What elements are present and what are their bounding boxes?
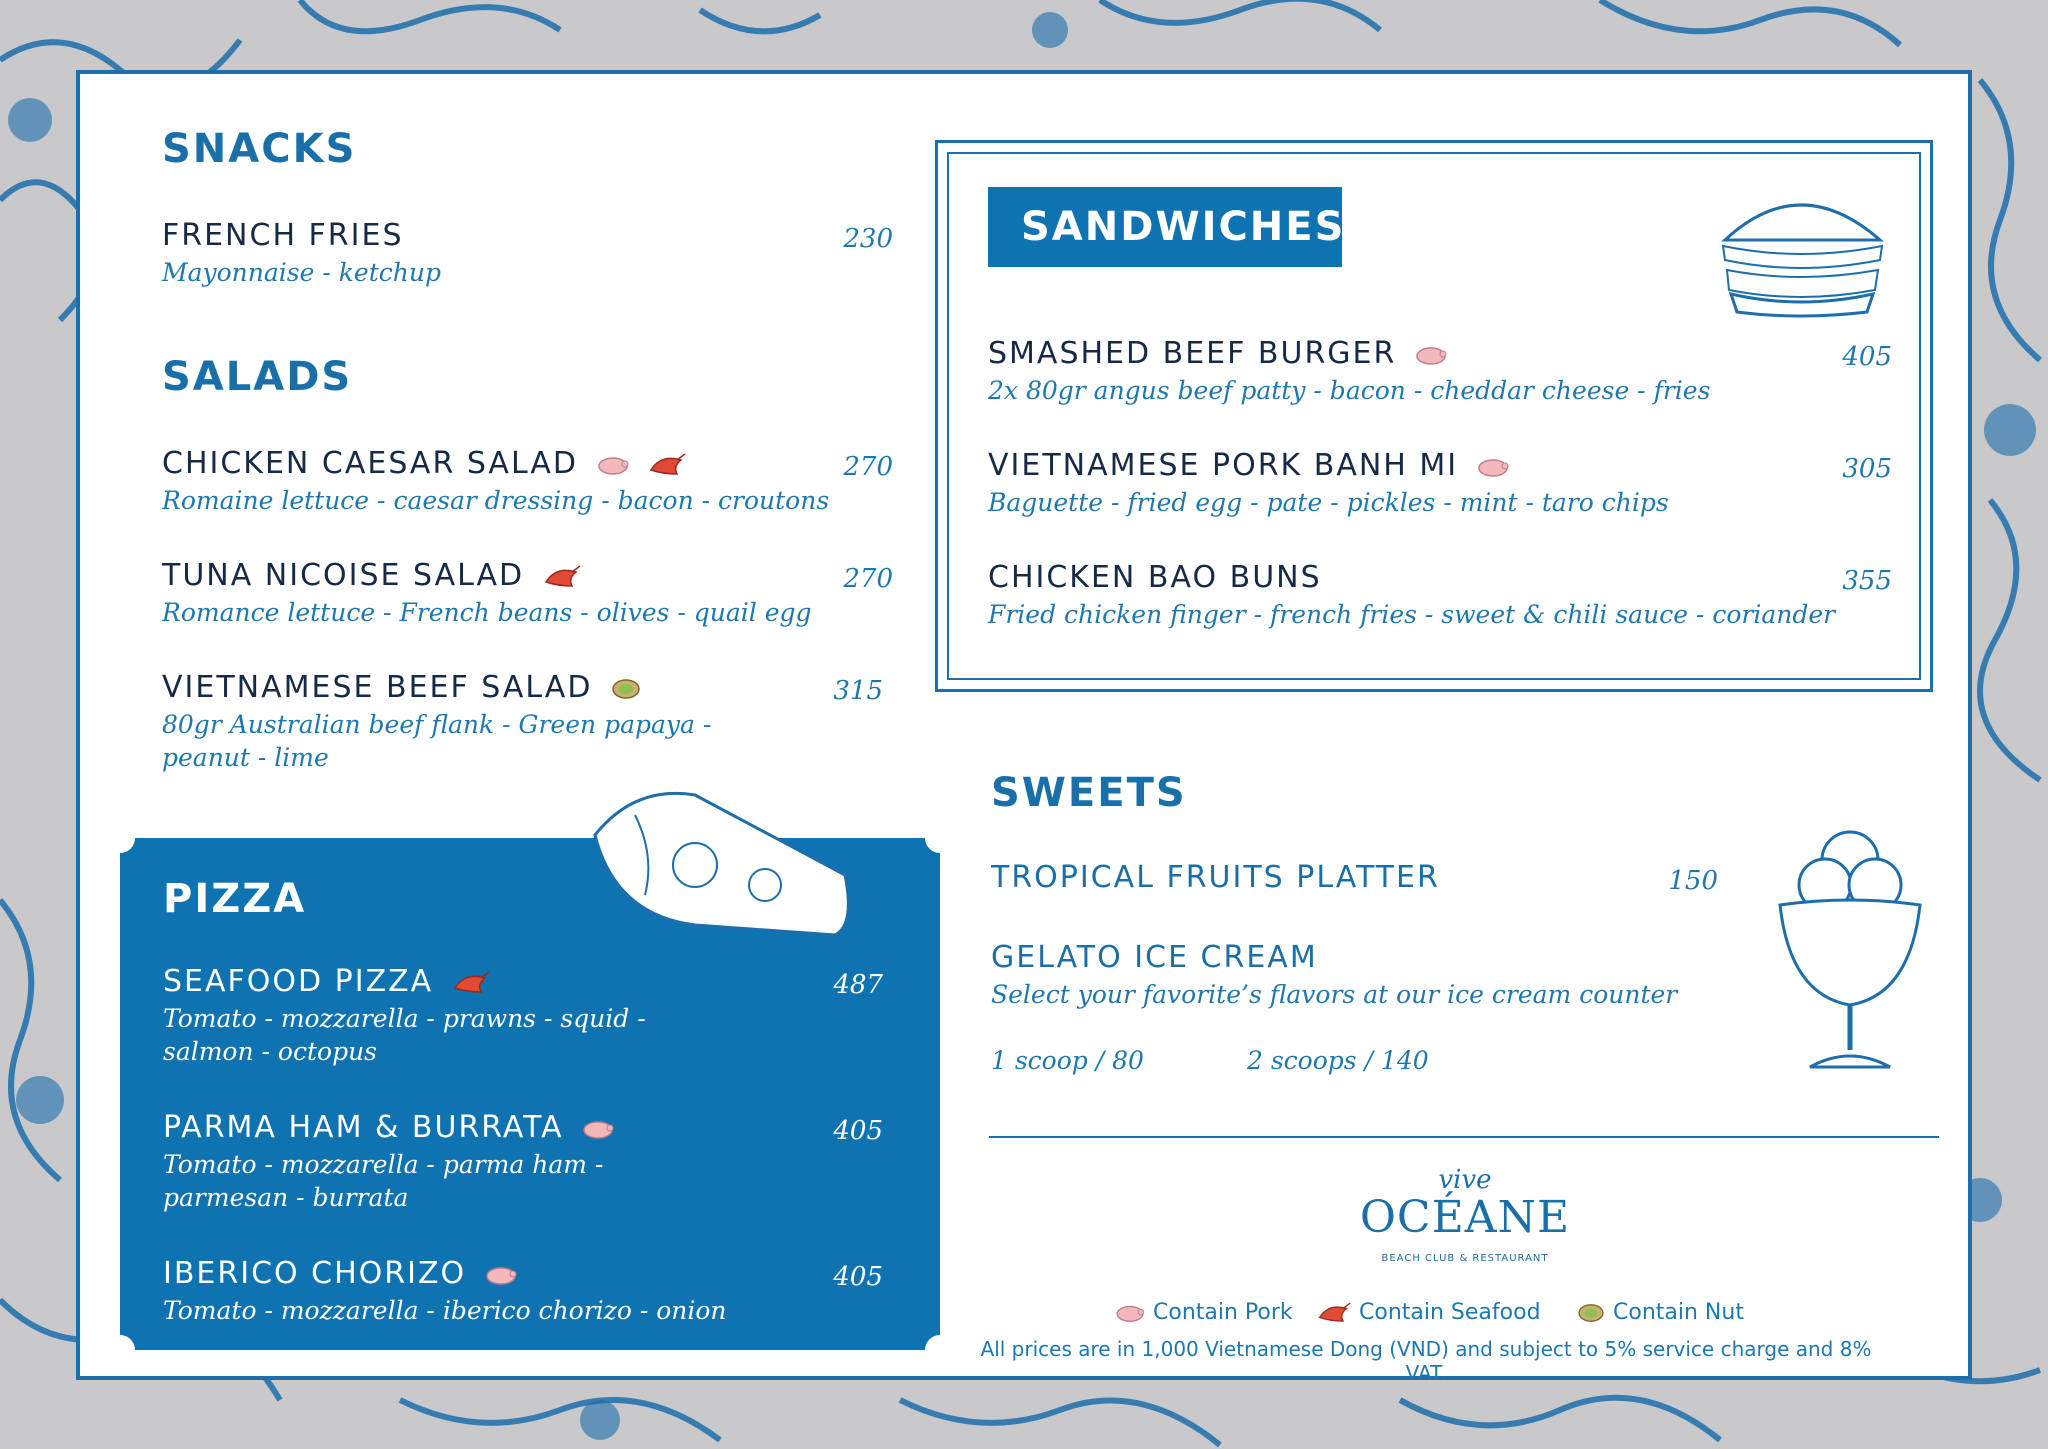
section-title-pizza: PIZZA: [163, 876, 307, 922]
menu-item-name: CHICKEN BAO BUNS: [988, 560, 1322, 595]
logo-wordmark: OCÉANE: [1359, 1192, 1571, 1243]
price-disclaimer: All prices are in 1,000 Vietnamese Dong (VND) and subject to 5% service charge and 8% VAT.: [980, 1337, 1872, 1385]
menu-item-description: 80gr Australian beef flank - Green papaya - peanut - lime: [162, 710, 712, 772]
seafood-icon: [451, 970, 491, 996]
menu-item-name: CHICKEN CAESAR SALAD: [162, 446, 687, 481]
menu-item-description: Romance lettuce - French beans - olives - quail egg: [162, 598, 812, 627]
pork-icon: [1476, 455, 1510, 479]
menu-item-name: VIETNAMESE PORK BANH MI: [988, 448, 1510, 483]
menu-item-description: Tomato - mozzarella - prawns - squid - salmon - octopus: [163, 1004, 646, 1066]
panel-corner-notch: [105, 1335, 135, 1365]
menu-item-description: Select your favorite’s flavors at our ice cream counter: [991, 980, 1678, 1009]
logo-tagline: BEACH CLUB & RESTAURANT: [1381, 1253, 1549, 1264]
menu-item-name: SMASHED BEEF BURGER: [988, 336, 1448, 371]
legend-label: Contain Pork: [1153, 1300, 1293, 1325]
seafood-icon: [542, 564, 582, 590]
menu-item-price: 150: [1668, 866, 1718, 896]
legend-nut: [1570, 1300, 1744, 1325]
menu-item-description: 2x 80gr angus beef patty - bacon - cheddar cheese - fries: [988, 376, 1711, 405]
divider-line: [989, 1136, 1939, 1138]
section-title-sweets: SWEETS: [991, 770, 1187, 816]
pork-icon: [1114, 1302, 1146, 1324]
menu-item-name: IBERICO CHORIZO: [163, 1256, 518, 1291]
menu-item-description: Romaine lettuce - caesar dressing - bacon - croutons: [162, 486, 830, 515]
scoop-price-single: 1 scoop / 80: [991, 1046, 1144, 1075]
menu-item-price: 355: [1842, 566, 1892, 596]
pizza-slice-illustration: [575, 775, 865, 955]
menu-item-name: PARMA HAM & BURRATA: [163, 1110, 615, 1145]
section-title-snacks: SNACKS: [162, 126, 357, 172]
scoop-price-double: 2 scoops / 140: [1247, 1046, 1429, 1075]
legend-seafood: [1310, 1300, 1541, 1325]
pork-icon: [581, 1117, 615, 1141]
menu-item-price: 405: [833, 1116, 883, 1146]
menu-item-price: 405: [833, 1262, 883, 1292]
ice-cream-sundae-illustration: [1770, 805, 1930, 1080]
menu-item-price: 487: [833, 970, 883, 1000]
seafood-icon: [647, 452, 687, 478]
section-title-sandwiches: SANDWICHES: [1021, 204, 1346, 250]
menu-item-description: Fried chicken finger - french fries - sweet & chili sauce - coriander: [988, 600, 1836, 629]
legend-pork: [1108, 1300, 1293, 1325]
menu-item-name: GELATO ICE CREAM: [991, 940, 1318, 975]
section-title-salads: SALADS: [162, 354, 353, 400]
menu-item-price: 270: [843, 564, 893, 594]
burger-illustration: [1715, 180, 1890, 320]
menu-item-description: Tomato - mozzarella - iberico chorizo - onion: [163, 1296, 727, 1325]
legend-label: Contain Seafood: [1359, 1300, 1541, 1325]
menu-item-price: 305: [1842, 454, 1892, 484]
menu-item-description: Tomato - mozzarella - parma ham - parmesan - burrata: [163, 1150, 604, 1212]
legend-label: Contain Nut: [1613, 1300, 1744, 1325]
menu-item-price: 270: [843, 452, 893, 482]
menu-item-name: SEAFOOD PIZZA: [163, 964, 491, 999]
panel-corner-notch: [925, 1335, 955, 1365]
menu-item-price: 230: [843, 224, 893, 254]
logo-script-text: vive: [1438, 1165, 1492, 1195]
menu-item-name: TUNA NICOISE SALAD: [162, 558, 582, 593]
pork-icon: [484, 1263, 518, 1287]
menu-item-description: Baguette - fried egg - pate - pickles - mint - taro chips: [988, 488, 1669, 517]
nut-icon: [1576, 1302, 1606, 1324]
menu-item-description: Mayonnaise - ketchup: [162, 258, 441, 287]
pork-icon: [596, 453, 630, 477]
menu-item-name: VIETNAMESE BEEF SALAD: [162, 670, 642, 705]
seafood-icon: [1316, 1301, 1352, 1325]
menu-item-name: FRENCH FRIES: [162, 218, 404, 253]
menu-item-name: TROPICAL FRUITS PLATTER: [991, 860, 1440, 895]
nut-icon: [610, 677, 642, 701]
menu-item-price: 405: [1842, 342, 1892, 372]
pork-icon: [1414, 343, 1448, 367]
panel-corner-notch: [925, 823, 955, 853]
panel-corner-notch: [105, 823, 135, 853]
menu-item-price: 315: [833, 676, 883, 706]
